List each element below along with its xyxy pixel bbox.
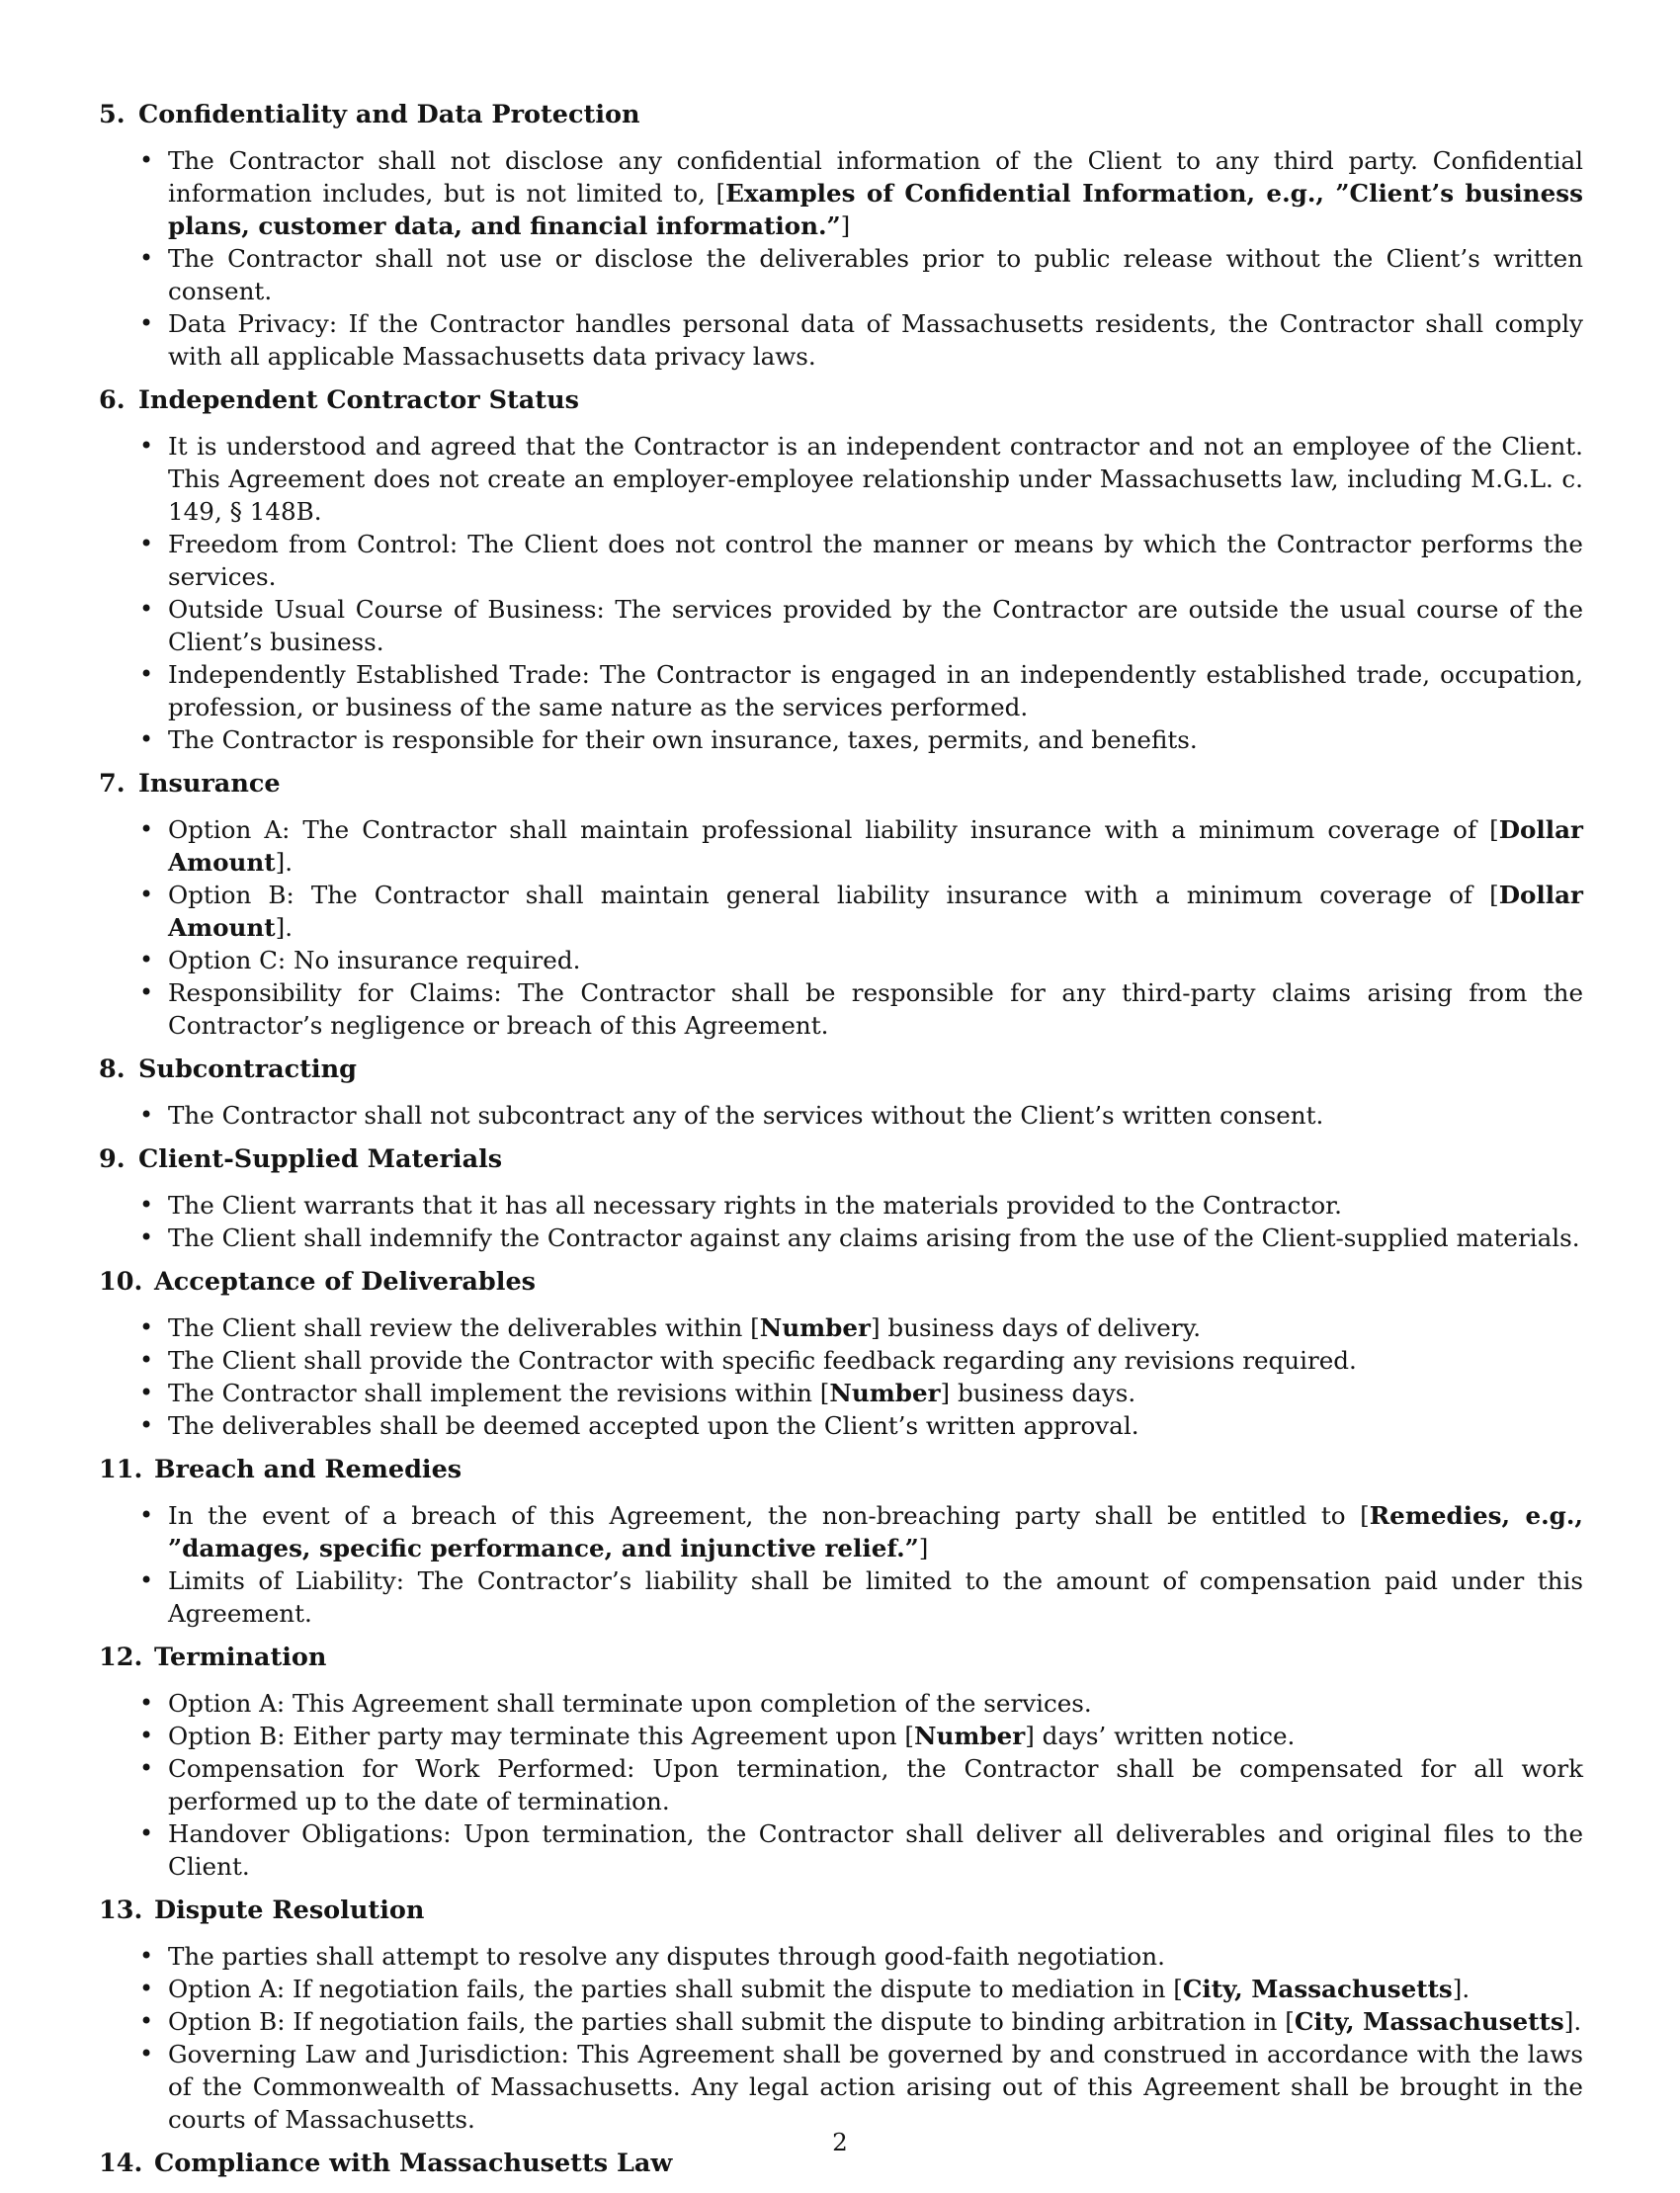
list-item (99, 879, 1583, 944)
bullet-list (99, 1189, 1583, 1254)
section (99, 1264, 1583, 1442)
list-item (99, 593, 1583, 658)
item-text: The deliverables shall be deemed accepted upon the Client’s written approval. (168, 1411, 1139, 1440)
bullet-list (99, 1311, 1583, 1442)
placeholder-text: Number (914, 1722, 1026, 1750)
section-title: Confidentiality and Data Protection (138, 100, 640, 129)
item-text: The Client shall provide the Contractor with specific feedback regarding any revisions required. (168, 1346, 1357, 1375)
section-number: 8. (99, 1054, 126, 1084)
section-number: 11. (99, 1455, 143, 1484)
section-heading (99, 766, 1583, 801)
item-text: It is understood and agreed that the Contractor is an independent contractor and not an employee of the Client. This Agreement does not create an employer-employee relationship under Massachusetts law, including M.G.L. c. 149, § 148B. (168, 432, 1583, 526)
item-text: Independently Established Trade: The Contractor is engaged in an independently established trade, occupation, profession, or business of the same nature as the services performed. (168, 660, 1583, 721)
item-text: Compensation for Work Performed: Upon termination, the Contractor shall be compensated for all work performed up to the date of termination. (168, 1754, 1583, 1815)
item-text: ]. (275, 913, 294, 942)
placeholder-text: Number (829, 1379, 941, 1407)
list-item (99, 1189, 1583, 1222)
section-title: Breach and Remedies (154, 1455, 462, 1484)
list-item (99, 976, 1583, 1042)
section-number: 5. (99, 100, 126, 129)
section-number: 13. (99, 1896, 143, 1925)
section (99, 97, 1583, 373)
item-text: The Contractor shall not subcontract any of the services without the Client’s written consent. (168, 1101, 1324, 1130)
item-text: Option C: No insurance required. (168, 946, 581, 974)
list-item (99, 1564, 1583, 1630)
list-item (99, 1752, 1583, 1817)
item-text: ]. (1452, 1975, 1470, 2003)
section-title: Compliance with Massachusetts Law (154, 2149, 673, 2178)
item-text: ] days’ written notice. (1025, 1722, 1296, 1750)
section-number: 6. (99, 385, 126, 415)
document-page (99, 97, 1583, 2193)
item-text: The Contractor shall not use or disclose the deliverables prior to public release without the Client’s written consent. (168, 244, 1583, 305)
list-item (99, 1499, 1583, 1564)
placeholder-text: Examples of Confidential Information, e.g., ”Client’s business plans, customer data, and financial information.” (168, 179, 1583, 240)
placeholder-text: Remedies, e.g., ”damages, specific performance, and injunctive relief.” (168, 1501, 1583, 1562)
item-text: The Contractor is responsible for their own insurance, taxes, permits, and benefits. (168, 725, 1198, 754)
section-heading (99, 97, 1583, 132)
section-number: 14. (99, 2149, 143, 2178)
item-text: Governing Law and Jurisdiction: This Agreement shall be governed by and construed in accordance with the laws of the Commonwealth of Massachusetts. Any legal action arising out of this Agreement shall be brought in the courts of Massachusetts. (168, 2040, 1583, 2134)
item-text: ] business days of delivery. (870, 1313, 1202, 1342)
placeholder-text: City, Massachusetts (1182, 1975, 1453, 2003)
item-text: ] business days. (940, 1379, 1136, 1407)
item-text: Handover Obligations: Upon termination, the Contractor shall deliver all deliverables and original files to the Client. (168, 1819, 1583, 1881)
section-heading (99, 1052, 1583, 1087)
list-item (99, 944, 1583, 976)
section (99, 1893, 1583, 2136)
section-title: Insurance (138, 769, 281, 799)
bullet-list (99, 813, 1583, 1042)
placeholder-text: Number (759, 1313, 871, 1342)
section-number: 12. (99, 1643, 143, 1672)
section-heading (99, 1893, 1583, 1928)
list-item (99, 307, 1583, 373)
section-number: 7. (99, 769, 126, 799)
section-heading (99, 1264, 1583, 1300)
list-item (99, 2038, 1583, 2136)
item-text: Responsibility for Claims: The Contractor shall be responsible for any third-party claims arising from the Contractor’s negligence or breach of this Agreement. (168, 978, 1583, 1040)
list-item (99, 144, 1583, 242)
item-text: The Client shall indemnify the Contractor against any claims arising from the use of the Client-supplied materials. (168, 1223, 1580, 1252)
section (99, 766, 1583, 1042)
section (99, 1052, 1583, 1132)
section-title: Independent Contractor Status (138, 385, 579, 415)
bullet-list (99, 144, 1583, 373)
item-text: Outside Usual Course of Business: The services provided by the Contractor are outside the usual course of the Client’s business. (168, 595, 1583, 656)
list-item (99, 723, 1583, 756)
list-item (99, 1973, 1583, 2005)
item-text: In the event of a breach of this Agreement, the non-breaching party shall be entitled to [ (168, 1501, 1370, 1530)
placeholder-text: Dollar Amount (168, 881, 1583, 942)
item-text: Option B: If negotiation fails, the parties shall submit the dispute to binding arbitration in [ (168, 2007, 1295, 2036)
item-text: ] (918, 1534, 929, 1562)
section (99, 1640, 1583, 1883)
item-text: ] (840, 211, 851, 240)
list-item (99, 1687, 1583, 1720)
section-number: 10. (99, 1267, 143, 1297)
list-item (99, 1720, 1583, 1752)
item-text: Limits of Liability: The Contractor’s liability shall be limited to the amount of compensation paid under this Agreement. (168, 1566, 1583, 1628)
item-text: The Contractor shall not disclose any confidential information of the Client to any third party. Confidential information includes, but is not limited to, [ (168, 146, 1583, 208)
bullet-list (99, 1940, 1583, 2136)
section (99, 1452, 1583, 1630)
section-heading (99, 382, 1583, 418)
section-title: Subcontracting (138, 1054, 357, 1084)
list-item (99, 430, 1583, 528)
section-heading (99, 1452, 1583, 1487)
list-item (99, 2005, 1583, 2038)
item-text: Option B: The Contractor shall maintain general liability insurance with a minimum coverage of [ (168, 881, 1499, 909)
section (99, 382, 1583, 756)
section-title: Termination (154, 1643, 327, 1672)
bullet-list (99, 430, 1583, 756)
item-text: Data Privacy: If the Contractor handles personal data of Massachusetts residents, the Contractor shall comply with all applicable Massachusetts data privacy laws. (168, 309, 1583, 371)
placeholder-text: City, Massachusetts (1294, 2007, 1564, 2036)
section-heading (99, 1141, 1583, 1177)
list-item (99, 1817, 1583, 1883)
list-item (99, 1344, 1583, 1377)
section-title: Client-Supplied Materials (138, 1144, 503, 1174)
list-item (99, 1311, 1583, 1344)
section-heading (99, 1640, 1583, 1675)
list-item (99, 658, 1583, 723)
item-text: The Client shall review the deliverables within [ (168, 1313, 760, 1342)
item-text: Option A: If negotiation fails, the parties shall submit the dispute to mediation in [ (168, 1975, 1183, 2003)
bullet-list (99, 1099, 1583, 1132)
item-text: Option A: This Agreement shall terminate upon completion of the services. (168, 1689, 1092, 1718)
item-text: ]. (275, 848, 294, 877)
section-title: Acceptance of Deliverables (154, 1267, 537, 1297)
bullet-list (99, 1687, 1583, 1883)
placeholder-text: Dollar Amount (168, 815, 1583, 877)
item-text: ]. (1563, 2007, 1582, 2036)
item-text: The Contractor shall implement the revisions within [ (168, 1379, 830, 1407)
section-number: 9. (99, 1144, 126, 1174)
list-item (99, 1409, 1583, 1442)
list-item (99, 1940, 1583, 1973)
list-item (99, 528, 1583, 593)
section (99, 1141, 1583, 1254)
item-text: Freedom from Control: The Client does not control the manner or means by which the Contractor performs the services. (168, 530, 1583, 591)
list-item (99, 1222, 1583, 1254)
bullet-list (99, 1499, 1583, 1630)
list-item (99, 813, 1583, 879)
item-text: The Client warrants that it has all necessary rights in the materials provided to the Contractor. (168, 1191, 1342, 1220)
item-text: Option A: The Contractor shall maintain professional liability insurance with a minimum coverage of [ (168, 815, 1499, 844)
section-title: Dispute Resolution (154, 1896, 425, 1925)
item-text: The parties shall attempt to resolve any disputes through good-faith negotiation. (168, 1942, 1165, 1971)
item-text: Option B: Either party may terminate this Agreement upon [ (168, 1722, 915, 1750)
list-item (99, 1377, 1583, 1409)
list-item (99, 242, 1583, 307)
page-number: 2 (832, 2128, 848, 2156)
list-item (99, 1099, 1583, 1132)
